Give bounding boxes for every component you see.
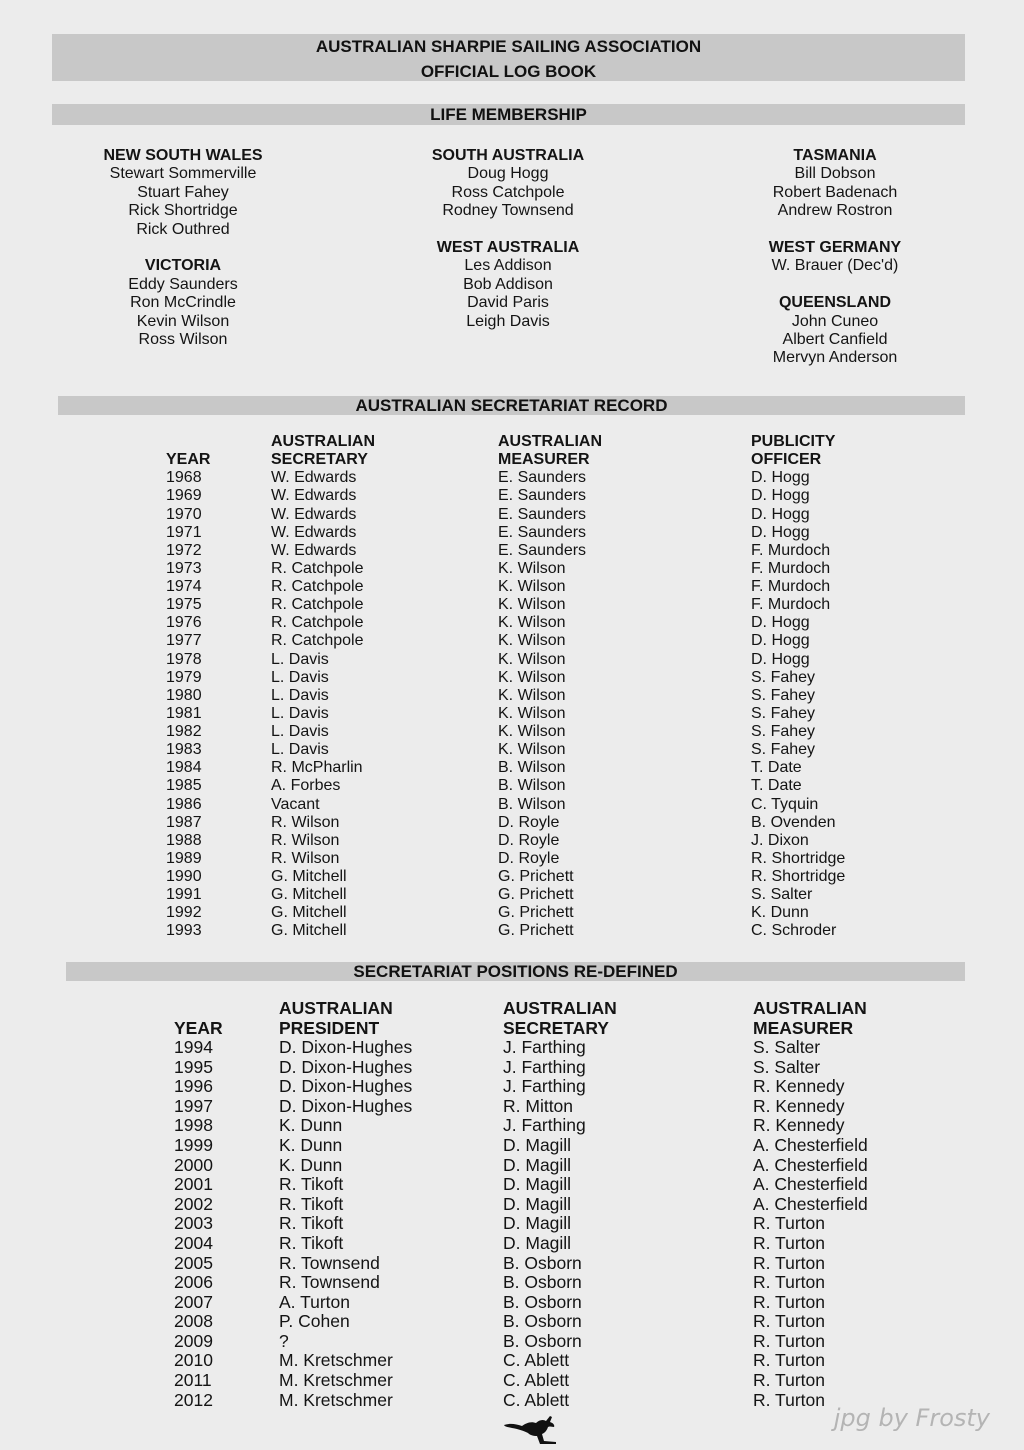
- table-cell: A. Chesterfield: [753, 1154, 868, 1175]
- column-header: [174, 999, 223, 1019]
- table-cell: S. Salter: [751, 886, 813, 904]
- region-column: [53, 147, 313, 349]
- table-cell: 1986: [166, 795, 202, 813]
- table-cell: 1981: [166, 704, 202, 722]
- table-cell: G. Prichett: [498, 886, 574, 904]
- table-cell: K. Wilson: [498, 741, 566, 759]
- column-header: MEASURER: [753, 1017, 854, 1038]
- table-cell: 1980: [166, 686, 202, 704]
- table-cell: R. Townsend: [279, 1252, 380, 1273]
- table-cell: G. Mitchell: [271, 904, 347, 922]
- member-name: Rick Shortridge: [128, 202, 238, 220]
- table-cell: E. Saunders: [498, 487, 587, 505]
- table-cell: K. Wilson: [498, 704, 566, 722]
- table-cell: R. Shortridge: [751, 868, 846, 885]
- table-cell: 1990: [166, 868, 202, 885]
- table-cell: 2002: [174, 1193, 213, 1214]
- table-cell: W. Edwards: [271, 487, 357, 505]
- column-header: YEAR: [174, 1017, 223, 1038]
- member-name: John Cuneo: [791, 312, 879, 330]
- table-cell: D. Hogg: [751, 632, 810, 650]
- table-cell: W. Edwards: [271, 523, 357, 541]
- table-cell: 1979: [166, 668, 202, 686]
- spacer: [705, 221, 965, 239]
- table-column-col3: [753, 999, 868, 1410]
- table-cell: R. Turton: [753, 1311, 825, 1332]
- table-cell: 1993: [166, 922, 202, 940]
- member-name: Eddy Saunders: [128, 275, 238, 293]
- region-column: [378, 147, 638, 331]
- table-cell: G. Mitchell: [271, 868, 347, 885]
- member-name: Stuart Fahey: [137, 183, 229, 201]
- table-cell: 1976: [166, 614, 202, 632]
- table-cell: 1970: [166, 505, 202, 523]
- table-cell: F. Murdoch: [751, 596, 831, 614]
- table-cell: T. Date: [751, 759, 802, 777]
- life-membership-heading: LIFE MEMBERSHIP: [52, 104, 965, 125]
- table-cell: R. Turton: [753, 1389, 825, 1410]
- column-header: YEAR: [166, 451, 211, 469]
- column-header: SECRETARY: [271, 451, 368, 469]
- table-cell: S. Fahey: [751, 723, 816, 740]
- table-column-col2: [498, 433, 602, 941]
- table-cell: 2012: [174, 1389, 213, 1410]
- table-cell: R. Townsend: [279, 1272, 380, 1293]
- table-cell: R. McPharlin: [271, 759, 363, 777]
- member-name: Robert Badenach: [772, 183, 898, 201]
- table-cell: M. Kretschmer: [279, 1369, 393, 1390]
- table-cell: 2007: [174, 1291, 213, 1312]
- table-cell: K. Wilson: [498, 578, 566, 595]
- association-name: AUSTRALIAN SHARPIE SAILING ASSOCIATION: [315, 37, 702, 56]
- table-cell: L. Davis: [271, 650, 329, 668]
- table-cell: R. Tikoft: [279, 1213, 344, 1234]
- table-cell: A. Forbes: [271, 777, 341, 795]
- table-cell: R. Tikoft: [279, 1232, 344, 1253]
- table-cell: 2009: [174, 1330, 213, 1351]
- table-cell: D. Magill: [503, 1174, 572, 1195]
- table-cell: Vacant: [271, 795, 320, 813]
- member-name: Leigh Davis: [466, 312, 550, 330]
- member-name: Bob Addison: [463, 275, 553, 293]
- table-cell: K. Wilson: [498, 668, 566, 686]
- table-cell: R. Catchpole: [271, 614, 364, 632]
- table-cell: 2003: [174, 1213, 213, 1234]
- table-cell: J. Farthing: [503, 1115, 586, 1136]
- table-cell: 2004: [174, 1232, 213, 1253]
- table-cell: J. Farthing: [503, 1076, 586, 1097]
- table-cell: R. Wilson: [271, 831, 340, 849]
- table-cell: C. Ablett: [503, 1369, 570, 1390]
- table-cell: G. Prichett: [498, 868, 574, 885]
- table-cell: R. Tikoft: [279, 1174, 344, 1195]
- table-cell: 1987: [166, 813, 202, 831]
- member-name: Stewart Sommerville: [109, 165, 257, 183]
- positions-redefined-heading: SECRETARIAT POSITIONS RE-DEFINED: [66, 962, 965, 981]
- member-name: Ron McCrindle: [130, 294, 236, 312]
- table-cell: S. Fahey: [751, 741, 816, 759]
- member-name: Rodney Townsend: [442, 202, 574, 220]
- table-cell: S. Salter: [753, 1037, 821, 1058]
- table-column-year: [166, 433, 210, 941]
- table-cell: J. Farthing: [503, 1037, 586, 1058]
- table-cell: D. Magill: [503, 1213, 572, 1234]
- table-cell: G. Mitchell: [271, 922, 347, 940]
- table-cell: B. Osborn: [503, 1311, 582, 1332]
- table-cell: 1968: [166, 469, 202, 487]
- table-cell: R. Mitton: [503, 1095, 574, 1116]
- table-cell: M. Kretschmer: [279, 1389, 393, 1410]
- table-cell: 2000: [174, 1154, 213, 1175]
- member-name: Albert Canfield: [782, 331, 888, 349]
- table-cell: B. Osborn: [503, 1272, 582, 1293]
- table-cell: R. Catchpole: [271, 578, 364, 595]
- column-header: PUBLICITY: [751, 433, 836, 450]
- table-cell: K. Wilson: [498, 559, 566, 577]
- column-header: AUSTRALIAN: [279, 998, 393, 1018]
- member-name: Rick Outhred: [136, 220, 230, 238]
- table-cell: D. Hogg: [751, 650, 810, 668]
- table-cell: D. Dixon-Hughes: [279, 1037, 413, 1058]
- table-cell: 1996: [174, 1076, 213, 1097]
- table-cell: T. Date: [751, 777, 802, 795]
- table-cell: M. Kretschmer: [279, 1350, 393, 1371]
- table-cell: A. Chesterfield: [753, 1193, 868, 1214]
- table-cell: B. Ovenden: [751, 813, 836, 831]
- table-cell: E. Saunders: [498, 523, 587, 541]
- table-cell: F. Murdoch: [751, 541, 831, 559]
- table-cell: B. Osborn: [503, 1330, 582, 1351]
- table-column-col3: [751, 433, 845, 941]
- table-cell: R. Turton: [753, 1330, 825, 1351]
- table-cell: D. Magill: [503, 1232, 572, 1253]
- kangaroo-icon: [500, 1411, 560, 1450]
- table-cell: 1969: [166, 487, 202, 505]
- spacer: [378, 221, 638, 239]
- table-cell: R. Turton: [753, 1252, 825, 1273]
- table-cell: K. Dunn: [279, 1154, 343, 1175]
- member-name: Bill Dobson: [794, 165, 876, 183]
- member-name: W. Brauer (Dec'd): [771, 257, 899, 275]
- table-cell: S. Salter: [753, 1056, 821, 1077]
- table-cell: G. Prichett: [498, 922, 574, 940]
- column-header: AUSTRALIAN: [498, 433, 602, 450]
- table-cell: L. Davis: [271, 741, 329, 759]
- region-column: [705, 147, 965, 368]
- table-cell: S. Fahey: [751, 686, 816, 704]
- region-heading: SOUTH AUSTRALIA: [431, 147, 585, 164]
- table-cell: R. Turton: [753, 1350, 825, 1371]
- table-cell: L. Davis: [271, 686, 329, 704]
- table-cell: K. Wilson: [498, 723, 566, 740]
- region-heading: NEW SOUTH WALES: [103, 147, 263, 164]
- table-cell: 2011: [174, 1369, 212, 1390]
- table-cell: R. Turton: [753, 1291, 825, 1312]
- table-column-col1: [279, 999, 412, 1410]
- table-cell: B. Wilson: [498, 777, 566, 795]
- column-header: AUSTRALIAN: [753, 998, 867, 1018]
- table-cell: 1975: [166, 596, 202, 614]
- table-cell: 1972: [166, 541, 202, 559]
- column-header: [166, 433, 210, 451]
- table-cell: 1994: [174, 1037, 213, 1058]
- table-cell: 2005: [174, 1252, 213, 1273]
- table-cell: 1995: [174, 1056, 213, 1077]
- table-cell: B. Osborn: [503, 1291, 582, 1312]
- table-cell: R. Turton: [753, 1272, 825, 1293]
- table-cell: 2001: [174, 1174, 213, 1195]
- document-title: [52, 34, 965, 81]
- secretariat-record-heading: AUSTRALIAN SECRETARIAT RECORD: [58, 396, 965, 415]
- column-header: MEASURER: [498, 451, 590, 469]
- table-cell: D. Dixon-Hughes: [279, 1076, 413, 1097]
- table-cell: R. Wilson: [271, 849, 340, 867]
- table-cell: D. Royle: [498, 831, 560, 849]
- table-cell: 2006: [174, 1272, 213, 1293]
- table-cell: 1998: [174, 1115, 213, 1136]
- table-cell: R. Kennedy: [753, 1095, 845, 1116]
- table-cell: W. Edwards: [271, 469, 357, 487]
- table-cell: B. Wilson: [498, 795, 566, 813]
- table-cell: K. Dunn: [279, 1135, 343, 1156]
- table-cell: L. Davis: [271, 723, 329, 740]
- table-cell: 1999: [174, 1135, 213, 1156]
- member-name: Mervyn Anderson: [772, 349, 898, 367]
- table-cell: 1997: [174, 1095, 213, 1116]
- table-cell: 2008: [174, 1311, 213, 1332]
- table-cell: 1983: [166, 741, 202, 759]
- table-cell: K. Wilson: [498, 596, 566, 614]
- table-cell: 1991: [166, 886, 202, 904]
- region-heading: TASMANIA: [793, 147, 877, 164]
- table-cell: 1977: [166, 632, 202, 650]
- watermark: jpg by Frosty: [833, 1404, 990, 1432]
- table-cell: W. Edwards: [271, 505, 357, 523]
- table-cell: R. Catchpole: [271, 596, 364, 614]
- table-column-col1: [271, 433, 375, 941]
- table-cell: E. Saunders: [498, 469, 587, 487]
- table-cell: D. Magill: [503, 1154, 572, 1175]
- table-cell: D. Dixon-Hughes: [279, 1095, 413, 1116]
- table-cell: A. Chesterfield: [753, 1174, 868, 1195]
- table-cell: B. Osborn: [503, 1252, 582, 1273]
- table-cell: K. Dunn: [279, 1115, 343, 1136]
- table-cell: 1982: [166, 723, 202, 740]
- log-book-title: OFFICIAL LOG BOOK: [420, 62, 597, 81]
- table-cell: K. Wilson: [498, 614, 566, 632]
- table-cell: R. Catchpole: [271, 559, 364, 577]
- column-header: OFFICER: [751, 451, 822, 469]
- table-cell: ?: [279, 1330, 289, 1351]
- table-column-col2: [503, 999, 617, 1410]
- member-name: Andrew Rostron: [777, 202, 893, 220]
- region-heading: WEST GERMANY: [768, 239, 902, 257]
- table-cell: 1984: [166, 759, 202, 777]
- table-cell: B. Wilson: [498, 759, 566, 777]
- table-cell: J. Dixon: [751, 831, 809, 849]
- table-cell: S. Fahey: [751, 704, 816, 722]
- table-cell: R. Turton: [753, 1369, 825, 1390]
- table-cell: R. Turton: [753, 1232, 825, 1253]
- table-cell: 1988: [166, 831, 202, 849]
- table-cell: J. Farthing: [503, 1056, 586, 1077]
- table-cell: R. Wilson: [271, 813, 340, 831]
- table-cell: D. Dixon-Hughes: [279, 1056, 413, 1077]
- table-cell: D. Magill: [503, 1193, 572, 1214]
- table-cell: D. Hogg: [751, 487, 810, 505]
- table-cell: D. Royle: [498, 813, 560, 831]
- table-cell: 1989: [166, 849, 202, 867]
- table-cell: D. Magill: [503, 1135, 572, 1156]
- table-cell: C. Ablett: [503, 1350, 570, 1371]
- table-cell: K. Wilson: [498, 632, 566, 650]
- column-header: AUSTRALIAN: [503, 998, 617, 1018]
- table-cell: K. Dunn: [751, 904, 809, 922]
- table-column-year: [174, 999, 223, 1410]
- table-cell: D. Hogg: [751, 614, 810, 632]
- table-cell: 1973: [166, 559, 202, 577]
- table-cell: K. Wilson: [498, 650, 566, 668]
- table-cell: D. Hogg: [751, 505, 810, 523]
- table-cell: G. Prichett: [498, 904, 574, 922]
- table-cell: R. Catchpole: [271, 632, 364, 650]
- table-cell: P. Cohen: [279, 1311, 350, 1332]
- member-name: Doug Hogg: [467, 165, 549, 183]
- table-cell: D. Hogg: [751, 469, 810, 487]
- table-cell: C. Schroder: [751, 922, 837, 940]
- table-cell: 1974: [166, 578, 202, 595]
- table-cell: A. Chesterfield: [753, 1135, 868, 1156]
- table-cell: R. Turton: [753, 1213, 825, 1234]
- table-cell: L. Davis: [271, 668, 329, 686]
- table-cell: D. Royle: [498, 849, 560, 867]
- table-cell: E. Saunders: [498, 541, 587, 559]
- region-heading: VICTORIA: [144, 257, 222, 275]
- region-heading: WEST AUSTRALIA: [436, 239, 580, 257]
- table-cell: R. Tikoft: [279, 1193, 344, 1214]
- table-cell: R. Kennedy: [753, 1115, 845, 1136]
- spacer: [53, 239, 313, 257]
- table-cell: 1985: [166, 777, 202, 795]
- table-cell: 1992: [166, 904, 202, 922]
- table-cell: K. Wilson: [498, 686, 566, 704]
- table-cell: C. Ablett: [503, 1389, 570, 1410]
- table-cell: R. Shortridge: [751, 849, 846, 867]
- member-name: Kevin Wilson: [136, 312, 230, 330]
- member-name: Les Addison: [464, 257, 552, 275]
- table-cell: 2010: [174, 1350, 213, 1371]
- column-header: SECRETARY: [503, 1017, 609, 1038]
- table-cell: F. Murdoch: [751, 578, 831, 595]
- member-name: David Paris: [467, 294, 549, 312]
- table-cell: F. Murdoch: [751, 559, 831, 577]
- table-cell: S. Fahey: [751, 668, 816, 686]
- table-cell: 1971: [166, 523, 202, 541]
- column-header: AUSTRALIAN: [271, 433, 375, 450]
- spacer: [705, 276, 965, 294]
- column-header: PRESIDENT: [279, 1017, 380, 1038]
- table-cell: D. Hogg: [751, 523, 810, 541]
- table-cell: E. Saunders: [498, 505, 587, 523]
- table-cell: W. Edwards: [271, 541, 357, 559]
- table-cell: A. Turton: [279, 1291, 351, 1312]
- table-cell: R. Kennedy: [753, 1076, 845, 1097]
- table-cell: G. Mitchell: [271, 886, 347, 904]
- member-name: Ross Catchpole: [451, 183, 565, 201]
- table-cell: 1978: [166, 650, 202, 668]
- region-heading: QUEENSLAND: [778, 294, 891, 312]
- table-cell: C. Tyquin: [751, 795, 819, 813]
- table-cell: L. Davis: [271, 704, 329, 722]
- member-name: Ross Wilson: [138, 331, 228, 349]
